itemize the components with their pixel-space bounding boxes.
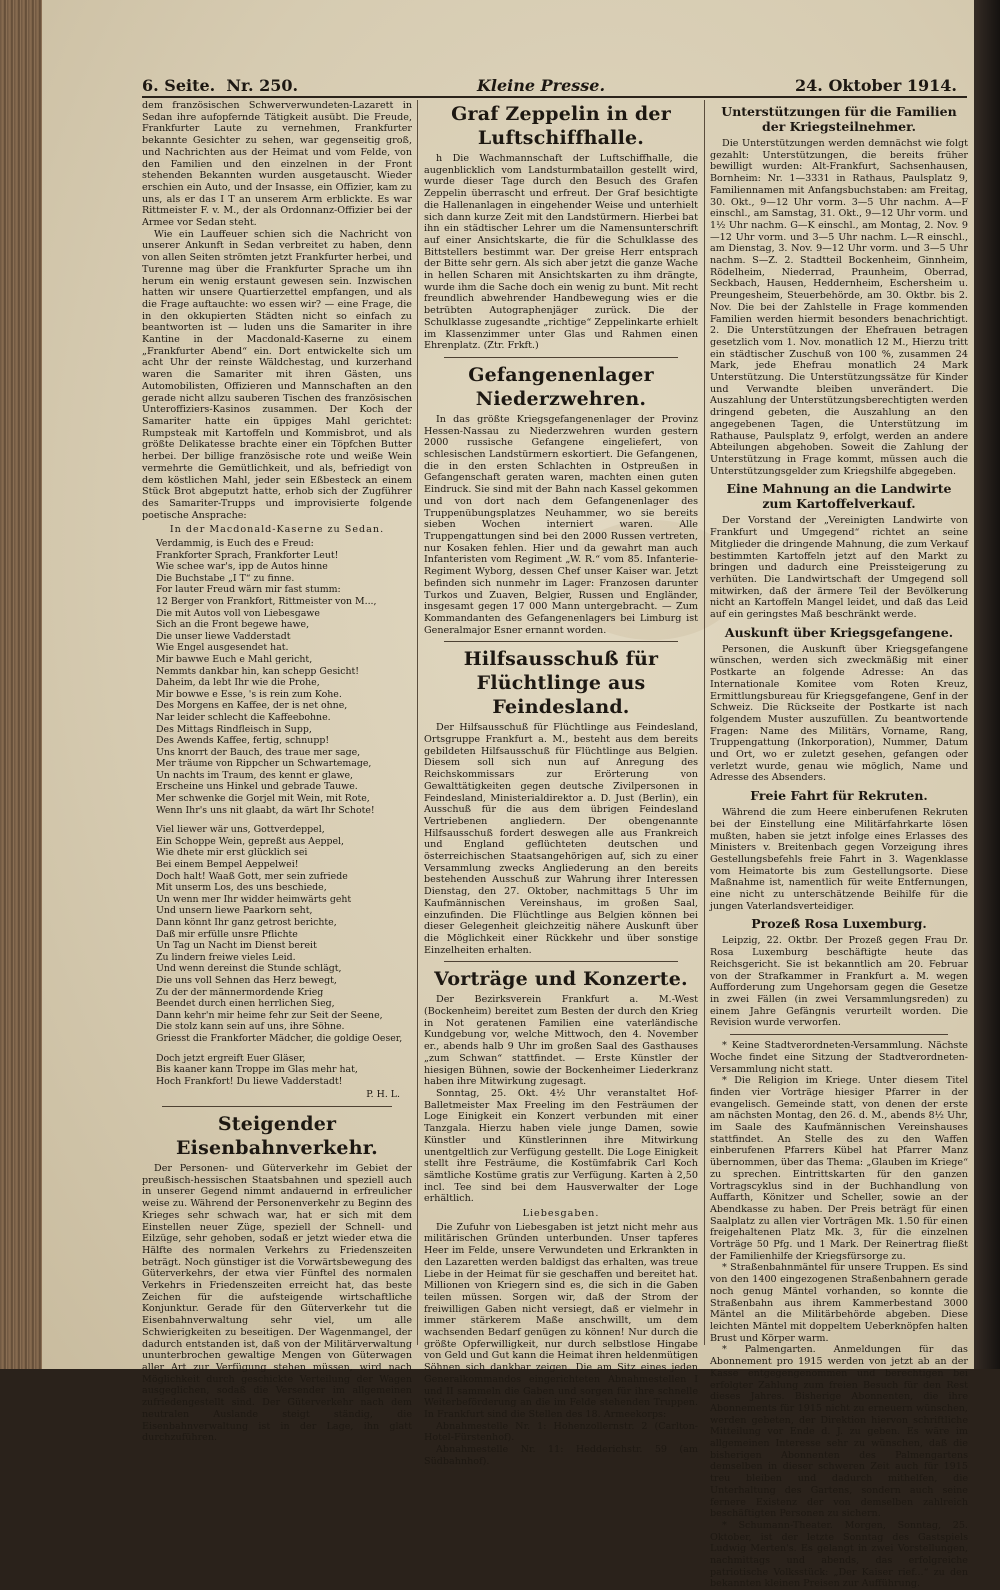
poem-line: Griesst die Frankforter Mädcher, die goldige Oeser,	[156, 1032, 403, 1044]
poem-line: Un nachts im Traum, des kennt er glawe,	[156, 769, 354, 781]
poem-stanza-3	[142, 1053, 412, 1088]
poem-line: Die Buchstabe „I T“ zu finne.	[156, 572, 295, 584]
news-item: * Straßenbahnmäntel für unsere Truppen. Es sind von den 1400 eingezogenen Straßenbahnern gerade noch genug Mäntel vorhanden, so konnte die Straßenbahn aus ihrem Kammerbestand 3000 Mäntel an die Militärbehörde abgeben. Diese leichten Mäntel mit doppeltem Ueberknöpfen halten Brust und Körper warm.	[710, 1262, 968, 1344]
poem-line: Hoch Frankfort! Du liewe Vadderstadt!	[156, 1075, 343, 1087]
poem-line: Mir bawwe Euch e Mahl gericht,	[156, 653, 313, 665]
article-text: Der Personen- und Güterverkehr im Gebiet der preußisch-hessischen Staatsbahnen und speziell auch in unserer Gegend nimmt andauernd in erfreulicher weise zu. Während der Personenverkehr zu Beginn des Krieges sehr schwach war, hat er sich mit dem Einstellen neuer Züge, speziell der Schnell- und Eilzüge, sehr gehoben, sodaß er jetzt wieder etwa die Hälfte des normalen Verkehrs zu Friedenszeiten beträgt. Noch günstiger ist die Vorwärtsbewegung des Güterverkehrs, der etwa vier Fünftel des normalen Verkehrs in Friedenszeiten erreicht hat, das beste Zeichen für die aufsteigende wirtschaftliche Konjunktur. Gerade für den Güterverkehr tut die Eisenbahnverwaltung sehr viel, um alle Schwierigkeiten zu beseitigen. Der Wagenmangel, der dadurch entstanden ist, daß von der Militärverwaltung ununterbrochen gewaltige Mengen von Güterwagen aller Art zur Verfügung stehen müssen, wird nach Möglichkeit durch geschickte Verteilung der Wagen ausgeglichen, sodaß die Versender im allgemeinen zufriedengestellt sind. Der Güterverkehr nach dem neutralen Auslande steigt ständig, die Eisenbahnverwaltung ist in der Lage, ihn glatt durchzuführen.	[142, 1163, 412, 1444]
headline-unterstuetzungen: Unterstützungen für die Familien der Kriegsteilnehmer.	[721, 104, 957, 134]
poem-line: Mer träume von Rippcher un Schwartemage,	[156, 758, 372, 770]
poem-title: In der Macdonald-Kaserne zu Sedan.	[169, 524, 385, 536]
poem-line: Die unser liewe Vadderstadt	[156, 630, 291, 642]
page-label: 6. Seite.	[142, 76, 216, 95]
poem-line: Wie dhete mir erst glücklich sei	[156, 847, 308, 859]
headline-gefangenenlager: Gefangenenlager Niederzwehren.	[468, 363, 654, 410]
issue-date: 24. Oktober 1914.	[795, 76, 957, 95]
column-2	[424, 100, 698, 1467]
column-3	[710, 100, 968, 1590]
separator-rule	[730, 1034, 948, 1035]
poem-line: 12 Berger von Frankfort, Rittmeister von M...,	[156, 595, 377, 607]
poem-line: Mer schwenke die Gorjel mit Wein, mit Rote,	[156, 793, 370, 805]
book-spine-left	[0, 0, 46, 1369]
poem-line: Und wenn dereinst die Stunde schlägt,	[156, 963, 342, 975]
poem-line: Daß mir erfülle unsre Pflichte	[156, 928, 298, 940]
poem-line: Die mit Autos voll von Liebesgawe	[156, 607, 320, 619]
poem-line: Daheim, da lebt Ihr wie die Prohe,	[156, 677, 320, 689]
article-text: Wie ein Lauffeuer schien sich die Nachricht von unserer Ankunft in Sedan verbreitet zu haben, denn von allen Seiten strömten jetzt Frankfurter herbei, und Turenne mag über die Frankfurter Sprache um ihn herum ein wenig erstaunt gewesen sein. Inzwischen hatten wir unsere Quartierzettel empfangen, und als die Frage auftauchte: wo essen wir? — eine Frage, die in den okkupierten Städten nicht so einfach zu beantworten ist — luden uns die Samariter in ihre Kantine in der Macdonald-Kaserne zu einem „Frankfurter Abend“ ein. Dort entwickelte sich um acht Uhr der reinste Wäldchestag, und kurzerhand waren die Samariter mit ihren Gästen, uns Automobilisten, Offizieren und Mannschaften an den gerade nicht allzu sauberen Tischen des französischen Unteroffiziers-Kasinos zusammen. Der Koch der Samariter hatte ein üppiges Mahl gerichtet: Rumpsteak mit Kartoffeln und Kommisbrot, und als größte Delikatesse brachte einer ein Töpfchen Butter herbei. Der billige französische rote und weiße Wein vermehrte die Gemütlichkeit, und als, befriedigt von dem köstlichen Mahl, jeder sein Eßbesteck an einem Stück Brot abgeputzt hatte, erhob sich der Zugführer des Samariter-Trupps und improvisierte folgende poetische Ansprache:	[142, 228, 412, 521]
poem-line: Sich an die Front begewe hawe,	[156, 619, 310, 631]
poem-line: Des Morgens en Kaffee, der is net ohne,	[156, 700, 348, 712]
article-text: Die Unterstützungen werden demnächst wie folgt gezahlt: Unterstützungen, die bereits früher bewilligt wurden: Alt-Frankfurt, Sachsenhausen, Bornheim: Nr. 1—3331 in Rathaus, Paulsplatz 9, Familiennamen mit Anfangsbuchstaben: am Freitag, 30. Okt., 9—12 Uhr vorm. 3—5 Uhr nachm. A—F einschl., am Samstag, 31. Okt., 9—12 Uhr vorm. und 1½ Uhr nachm. G—K einschl., am Montag, 2. Nov. 9—12 Uhr vorm. und 3—5 Uhr nachm. L—R einschl., am Dienstag, 3. Nov. 9—12 Uhr vorm. und 3—5 Uhr nachm. S—Z. 2. Stadtteil Bockenheim, Ginnheim, Rödelheim, Niederrad, Praunheim, Oberrad, Seckbach, Hausen, Heddernheim, Eschersheim u. Preungesheim, Steuerbehörde, am 30. Oktbr. bis 2. Nov. Die bei der Zahlstelle in Frage kommenden Familien werden hiermit besonders benachrichtigt. 2. Die Unterstützungen der Ehefrauen betragen gesetzlich vom 1. Nov. monatlich 12 M., Hierzu tritt ein städtischer Zuschuß von 100 %, zusammen 24 Mark, jede Ehefrau monatlich 24 Mark Unterstützung. Die Unterstützungssätze für Kinder und Verwandte bleiben unverändert. Die Auszahlung der Unterstützungsberechtigten werden dringend gebeten, die Auszahlung an den angegebenen Tagen, die Unterstützung im Rathause, Paulsplatz 9, erfolgt, werden an andere Abteilungen abgehoben. Soweit die Zahlung der Unterstützung in Frage kommt, müssen auch die Unterstützungsgelder zum Kriegshilfe abgegeben.	[710, 138, 968, 477]
article-text: Personen, die Auskunft über Kriegsgefangene wünschen, werden sich zweckmäßig mit einer Postkarte an folgende Adresse: An das Internationale Komitee vom Roten Kreuz, Ermittlungsbureau für Kriegsgefangene, Genf in der Schweiz. Die Rückseite der Postkarte ist nach folgendem Muster auszufüllen. Zu beantwortende Fragen: Name des Militärs, Vorname, Rang, Truppengattung (Inkorporation), Nummer, Datum und Ort, wo er zuletzt gesehen, gefangen oder verletzt wurde, genau wie möglich, Name und Adresse des Absenders.	[710, 643, 968, 784]
separator-rule	[444, 641, 678, 642]
headline-freie-fahrt: Freie Fahrt für Rekruten.	[750, 788, 928, 804]
article-text: Während die zum Heere einberufenen Rekruten bei der Einstellung eine Militärfahrkarte lösen mußten, haben sie jetzt infolge eines Erlasses des Ministers v. Breitenbach gegen Vorzeigung ihres Gestellungsbefehls freie Fahrt in 3. Wagenklasse vom Heimatorte bis zum Gestellungsorte. Diese Maßnahme ist, namentlich für weite Entfernungen, eine nicht zu unterschätzende Beihilfe für die jungen Vaterlandsverteidiger.	[710, 807, 968, 912]
article-text: Sonntag, 25. Okt. 4½ Uhr veranstaltet Hof-Balletmeister Max Freeling im den Festräumen der Loge Einigkeit ein Konzert verbunden mit einer Tanzgala. Hierzu haben viele junge Damen, sowie Künstler und Künstlerinnen ihre Mitwirkung unentgeltlich zur Verfügung gestellt. Die Loge Einigkeit stellt ihre Festräume, die Kostümfabrik Carl Koch sämtliche Kostüme gratis zur Verfügung. Karten à 2,50 incl. Tee sind bei dem Hausverwalter der Loge erhältlich.	[424, 1088, 698, 1205]
headline-hilfsausschuss: Hilfsausschuß für Flüchtlinge aus Feindesland.	[463, 648, 659, 719]
poem-line: Bei einem Bempel Aeppelwei!	[156, 859, 299, 871]
issue-number: Nr. 250.	[226, 76, 299, 95]
poem-stanza-1	[142, 538, 412, 816]
poem-line: Zu lindern freiwe vieles Leid.	[156, 951, 296, 963]
article-text: Abnahmestelle Nr. 11: Hedderichstr. 59 (am Südbahnhof).	[424, 1444, 698, 1467]
poem-line: Wenn Ihr's uns nit glaabt, da wärt Ihr Schote!	[156, 804, 375, 816]
page-number-issue	[142, 76, 298, 95]
poem-line: Verdammig, is Euch des e Freud:	[156, 538, 314, 550]
poem-line: Uns knorrt der Bauch, des traue mer sage,	[156, 746, 361, 758]
article-text: h Die Wachmannschaft der Luftschiffhalle, die augenblicklich vom Landsturmbataillon gestellt wird, wurde dieser Tage durch den Besuch des Grafen Zeppelin überrascht und erfreut. Der Graf besichtigte die Hallenanlagen in eingehender Weise und unterhielt sich dann kurze Zeit mit den Landstürmern. Hierbei bat ihn ein städtischer Lehrer um die Namensunterschrift auf einer Ansichtskarte, die für die Schulklasse des Bittstellers bestimmt war. Der greise Herr entsprach der Bitte sehr gern. Als sich aber jetzt die ganze Wache in hellen Scharen mit Ansichtskarten zu ihm drängte, wurde ihm die Sache doch ein wenig zu bunt. Mit recht freundlich abwehrender Handbewegung wies er die betrübten Autographenjäger zurück. Die der Schulklasse zugesandte „richtige“ Zeppelinkarte erhielt im Klassenzimmer unter Glas und Rahmen einen Ehrenplatz. (Ztr. Frkft.)	[424, 153, 698, 352]
newspaper-page	[42, 0, 974, 1590]
news-item: * Palmengarten. Anmeldungen für das Abonnement pro 1915 werden von jetzt ab an der Kasse entgegengenommen und berechtigen bei erfolgter Zahlung zum freien Besuch für den Rest dieses Jahres. Bisherige Abonnenten, die ihre Abonnements für 1915 nicht zu erneuern wünschen, werden gebeten, der Direktion hiervon schriftliche Mitteilung vor Ende d. J. zu geben. Es wäre im allgemeinen Interesse sehr zu wünschen, daß die bisherigen Abonnenten des Palmengartens demselben in dieser schweren Zeit auch für 1915 treu bleiben und dadurch mithelfen, die Unterhaltung des Gartens, sondern auch seine fernere Existenz der von demselben zahlreich beschäftigten Personen zu sichern.	[710, 1344, 968, 1520]
headline-vortraege: Vorträge und Konzerte.	[434, 968, 688, 991]
poem-line: Doch jetzt ergreift Euer Gläser,	[156, 1052, 306, 1064]
poem-stanza-2	[142, 824, 412, 1044]
poem-line: Wie schee war's, ipp de Autos hinne	[156, 561, 328, 573]
poem-line: Des Awends Kaffee, fertig, schnupp!	[156, 735, 330, 747]
poem-line: Viel liewer wär uns, Gottverdeppel,	[156, 824, 325, 836]
poem-line: Dann könnt Ihr ganz getrost berichte,	[156, 917, 337, 929]
paper-title: Kleine Presse.	[477, 76, 606, 95]
poem-line: Nar leider schlecht die Kaffeebohne.	[156, 711, 331, 723]
headline-auskunft: Auskunft über Kriegsgefangene.	[724, 624, 954, 640]
headline-zeppelin: Graf Zeppelin in der Luftschiffhalle.	[451, 103, 671, 149]
poem-line: Doch halt! Waaß Gott, mer sein zufriede	[156, 870, 348, 882]
poem-signature: P. H. L.	[366, 1089, 400, 1101]
news-item: * Die Religion im Kriege. Unter diesem Titel finden vier Vorträge hiesiger Pfarrer in der evangelisch. Gemeinde statt, von denen der erste am nächsten Montag, den 26. d. M., abends 8½ Uhr, im Saale des Kaufmännischen Vereinshauses stattfindet. An Stelle des zu den Waffen einberufenen Pfarrers Kübel hat Pfarrer Manz übernommen, über das Thema: „Glauben im Kriege“ zu sprechen. Eintrittskarten für den ganzen Vortragscyklus sind in der Buchhandlung von Auffarth, Könitzer und Scheller, sowie an der Abendkasse zu haben. Der Preis beträgt für einen Saalplatz zu allen vier Vorträgen Mk. 1.50 für einen freigehaltenen Platz Mk. 3, für die einzelnen Vorträge 50 Pfg. und 1 Mark. Der Reinertrag fließt der Familienhilfe der Kriegsfürsorge zu.	[710, 1075, 968, 1262]
poem-line: Die uns voll Sehnen das Herz bewegt,	[156, 974, 337, 986]
headline-mahnung: Eine Mahnung an die Landwirte zum Kartoffelverkauf.	[726, 481, 952, 512]
separator-rule	[162, 1106, 392, 1107]
poem-line: Erscheine uns Hinkel und gebrade Tauwe.	[156, 781, 358, 793]
poem-line: Wie Engel ausgesendet hat.	[156, 642, 289, 654]
article-text: In das größte Kriegsgefangenenlager der Provinz Hessen-Nassau zu Niederzwehren wurden gestern 2000 russische Gefangene eingeliefert, von schlesischen Landstürmern eskortiert. Die Gefangenen, die in den ersten Schlachten in Ostpreußen in Gefangenschaft geraten waren, machten einen guten Eindruck. Sie sind mit der Bahn nach Kassel gekommen und von dort nach dem Gefangenenlager des Truppenübungsplatzes Neuhammer, wo sie bereits sieben Wochen interniert waren. Alle Truppengattungen sind bei den 2000 Russen vertreten, nur Kosaken fehlen. Hier und da gewahrt man auch Infanteristen vom Regiment „W. R.“ vom 85. Infanterie-Regiment Wyborg, dessen Chef unser Kaiser war. Jetzt befinden sich nunmehr im Lager: Franzosen darunter Turkos und Zuaven, Belgier, Russen und Engländer, insgesamt gegen 17 000 Mann untergebracht. — Zum Kommandanten des Gefangenenlagers bei Limburg ist Generalmajor Esner ernannt worden.	[424, 413, 698, 636]
article-text: Der Bezirksverein Frankfurt a. M.-West (Bockenheim) bereitet zum Besten der durch den Krieg in Not geratenen Familien eine vaterländische Kundgebung vor, welche Mittwoch, den 4. November er., abends halb 9 Uhr im großen Saal des Gasthauses „zum Schwan“ stattfindet. — Erste Künstler der hiesigen Bühnen, sowie der Bockenheimer Liederkranz haben ihre Mitwirkung zugesagt.	[424, 994, 698, 1088]
poem-line: Nemmts dankbar hin, kan schepp Gesicht!	[156, 665, 360, 677]
news-item: * Keine Stadtverordneten-Versammlung. Nächste Woche findet eine Sitzung der Stadtverordneten-Versammlung nicht statt.	[710, 1040, 968, 1075]
article-text: Der Hilfsausschuß für Flüchtlinge aus Feindesland, Ortsgruppe Frankfurt a. M., besteht aus dem bereits gebildeten Hilfsausschuß für Flüchtlinge aus Belgien. Diesem soll sich nun auf Anregung des Reichskommissars zur Erörterung von Gewalttätigkeiten gegen deutsche Zivilpersonen in Feindesland, Ministerialdirektor a. D. Just (Berlin), ein Ausschuß für die aus dem übrigen Feindesland Vertriebenen angliedern. Der obengenannte Hilfsausschuß fordert deswegen alle aus Frankreich und England geflüchteten deutschen und österreichischen Staatsangehörigen auf, sich zu einer Versammlung zwecks Angliederung an den bereits bestehenden Ausschuß zur Wahrung ihrer Interessen Dienstag, den 27. Oktober, nachmittags 5 Uhr im Kaufmännischen Vereinshaus, im großen Saal, einzufinden. Die Flüchtlinge aus Belgien können bei dieser Gelegenheit gleichzeitig nähere Auskunft über die Möglichkeit einer Rückkehr und über sonstige Einzelheiten erhalten.	[424, 722, 698, 956]
poem-line: Frankforter Sprach, Frankforter Leut!	[156, 549, 339, 561]
news-item: * Schumann-Theater. Morgen, Sonntag, 25. Oktober, ist der letzte Sonntag des Gastspiels Ludwig Merten's. Es gelangt in zwei Vorstellungen, nachmittags und abends, das erfolgreiche patriotische Volksstück: „Der Kaiser rief...“ zu den bekannten kleinen Preisen zur Aufführung.	[710, 1519, 968, 1590]
headline-prozess: Prozeß Rosa Luxemburg.	[751, 916, 927, 932]
poem-line: Beendet durch einen herrlichen Sieg,	[156, 998, 335, 1010]
headline-eisenbahn: Steigender Eisenbahnverkehr.	[175, 1113, 378, 1160]
poem-line: Und unsern liewe Paarkorn seht,	[156, 905, 313, 917]
column-divider-1	[417, 100, 418, 1345]
poem-line: Bis kaaner kann Troppe im Glas mehr hat,	[156, 1064, 358, 1076]
poem-line: Zu der der männermordende Krieg	[156, 986, 324, 998]
column-1	[142, 100, 412, 1444]
poem-line: Ein Schoppe Wein, gepreßt aus Aeppel,	[156, 835, 345, 847]
book-edge-right	[970, 0, 1000, 1369]
article-text: Leipzig, 22. Oktbr. Der Prozeß gegen Frau Dr. Rosa Luxemburg beschäftigte heute das Reichsgericht. Sie ist bekanntlich am 20. Februar von der Strafkammer in Frankfurt a. M. wegen Aufforderung zum Ungehorsam gegen die Gesetze in zwei Fällen (in zwei Versammlungsreden) zu einem Jahre Gefängnis verurteilt worden. Die Revision wurde verworfen.	[710, 935, 968, 1029]
article-text: dem französischen Schwerverwundeten-Lazarett in Sedan ihre aufopfernde Tätigkeit ausübt. Die Freude, Frankfurter Laute zu vernehmen, Frankfurter bekannte Gesichter zu sehen, war gegenseitig groß, und Nachrichten aus der Heimat und vom Felde, von den Familien und den einzelnen in der Front stehenden Bekannten wurden ausgetauscht. Wieder erschien ein Auto, und der Insasse, ein Offizier, kam zu uns, als er das I T an unserem Arm erblickte. Es war Rittmeister F. v. M., der als Ordonnanz-Offizier bei der Armee vor Sedan steht.	[142, 100, 412, 229]
article-text: Der Vorstand der „Vereinigten Landwirte von Frankfurt und Umgegend“ richtet an seine Mitglieder die dringende Mahnung, die zum Verkauf bestimmten Kartoffeln jetzt auf den Markt zu bringen und dadurch eine Preissteigerung zu verhüten. Die Landwirtschaft der Umgegend soll mitwirken, daß der ärmere Teil der Bevölkerung nicht an Kartoffeln Mangel leidet, und daß das Leid auf ein geringstes Maß beschränkt werde.	[710, 515, 968, 621]
poem-line: Des Mittags Rindfleisch in Supp,	[156, 723, 312, 735]
subheading-liebesgaben: Liebesgaben.	[522, 1208, 600, 1220]
article-text: Die Zufuhr von Liebesgaben ist jetzt nicht mehr aus militärischen Gründen unterbunden. Unser tapferes Heer im Felde, unsere Verwundeten und Erkrankten in den Lazaretten werden baldigst das erhalten, was treue Liebe in der Heimat für sie geschaffen und bereitet hat. Millionen von Kriegern sind es, die sich in die Gaben teilen müssen. Sorgen wir, daß der Strom der freiwilligen Gaben nicht versiegt, daß er vielmehr in immer stärkerem Maße anschwillt, um dem wachsenden Bedarf genügen zu können! Nur durch die größte Opferwilligkeit, nur durch selbstlose Hingabe von Geld und Gut kann die Heimat ihren heldenmütigen Söhnen sich dankbar zeigen. Die am Sitz eines jeden Generalkommandos eingerichteten Abnahmestellen I und II sammeln die Gaben und sorgen für ihre schnelle Weiterbeförderung an die im Felde stehenden Truppen. In Frankfurt sind die Stellen des 18. Armeekorps:	[424, 1221, 698, 1420]
column-divider-2	[704, 100, 705, 1345]
poem-line: Die stolz kann sein auf uns, ihre Söhne.	[156, 1021, 345, 1033]
article-text: Abnahmestelle Nr. 1: Hohenzollernstr. 2 (Carlton-Hotel-Fürstenhof).	[424, 1420, 698, 1444]
poem-line: For lauter Freud wärn mir fast stumm:	[156, 584, 341, 596]
separator-rule	[444, 357, 678, 358]
poem-line: Mit unserm Los, des uns beschiede,	[156, 882, 327, 894]
poem-line: Dann kehr'n mir heime fehr zur Seit der Seene,	[156, 1009, 383, 1021]
header-rule	[142, 96, 967, 98]
poem-line: Un wenn mer Ihr widder heimwärts geht	[156, 893, 352, 905]
separator-rule	[444, 961, 678, 962]
poem-line: Mir bowwe e Esse, 's is rein zum Kohe.	[156, 688, 342, 700]
poem-line: Un Tag un Nacht im Dienst bereit	[156, 940, 317, 952]
